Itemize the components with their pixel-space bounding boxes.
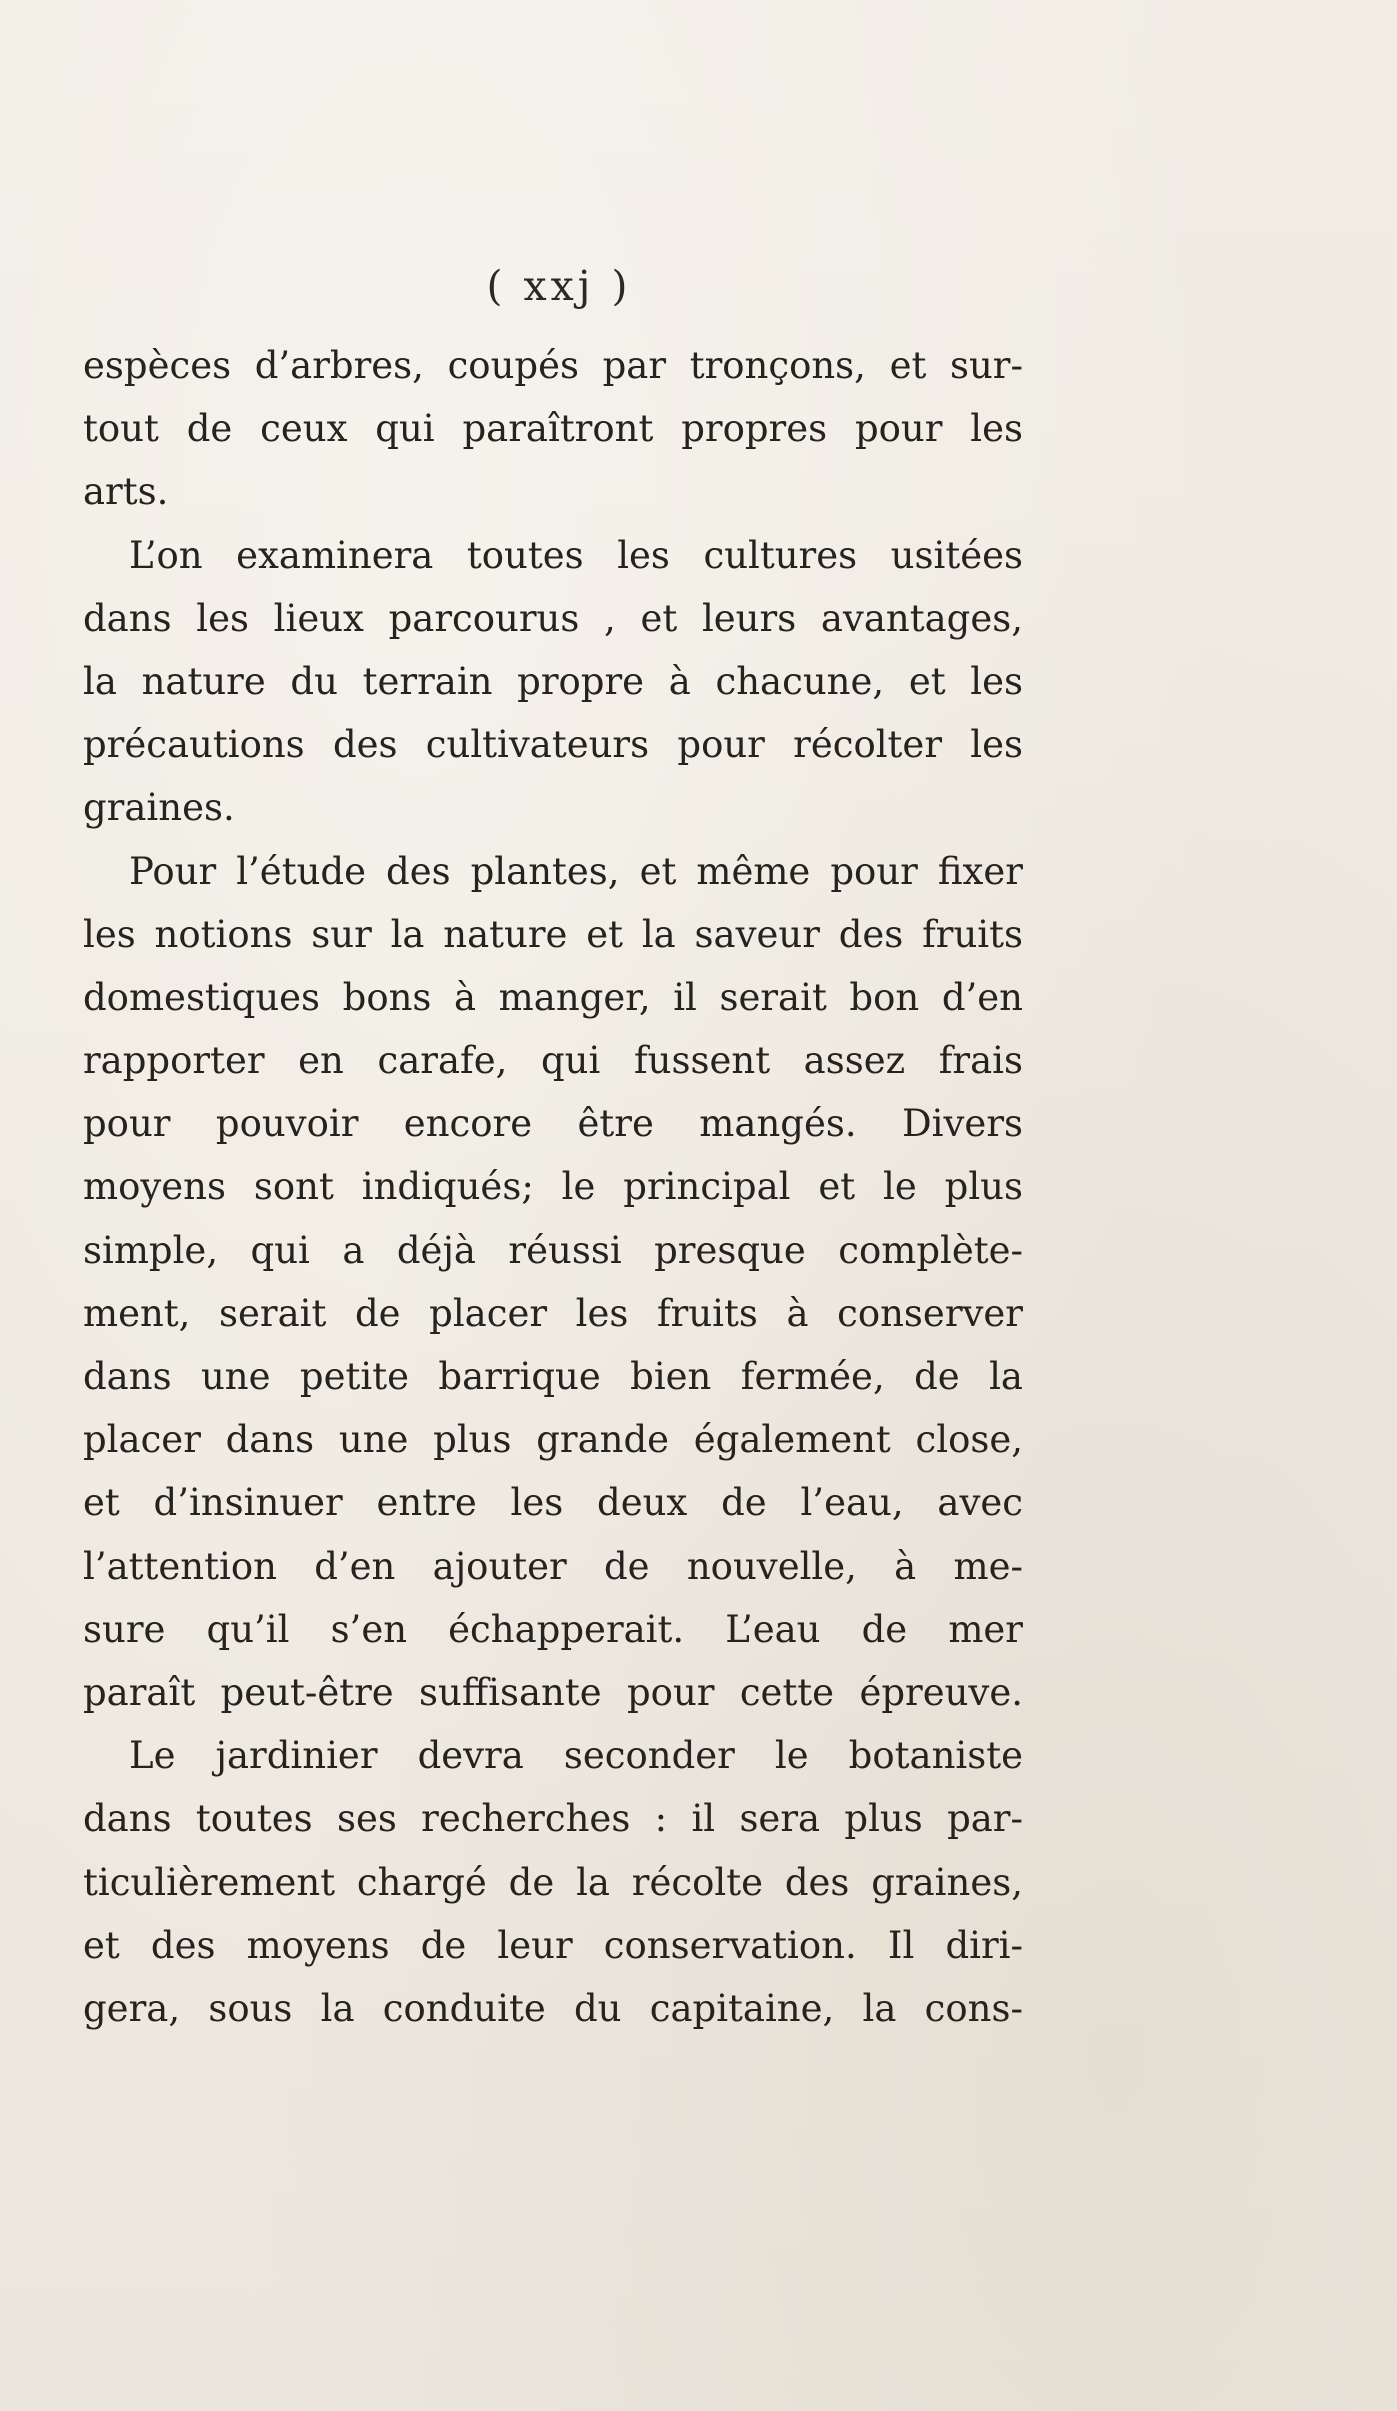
text-line: sure qu’il s’en échapperait. L’eau de mer [83,1607,1023,1651]
text-line: dans toutes ses recherches : il sera plus par- [83,1797,1023,1841]
text-line: tout de ceux qui paraîtront propres pour les [83,407,1023,451]
text-line: et d’insinuer entre les deux de l’eau, avec [83,1481,1023,1525]
text-line: gera, sous la conduite du capitaine, la cons- [83,1986,1023,2030]
text-line: arts. [83,470,169,514]
text-line: paraît peut-être suffisante pour cette épreuve. [83,1670,1023,1714]
paragraph-start-line: Le jardinier devra seconder le botaniste [129,1734,1023,1778]
text-line: l’attention d’en ajouter de nouvelle, à me- [83,1544,1023,1588]
text-line: moyens sont indiqués; le principal et le plus [83,1165,1023,1209]
text-line: espèces d’arbres, coupés par tronçons, et sur- [83,344,1023,387]
text-line: ticulièrement chargé de la récolte des graines, [83,1860,1023,1904]
text-line: les notions sur la nature et la saveur des fruits [83,912,1023,956]
paragraph-start-line: L’on examinera toutes les cultures usitées [129,533,1023,577]
body-text [83,334,1023,2040]
text-line: placer dans une plus grande également close, [83,1418,1023,1462]
text-line: simple, qui a déjà réussi presque complète- [83,1228,1023,1272]
text-line: et des moyens de leur conservation. Il diri- [83,1923,1023,1967]
text-line: ment, serait de placer les fruits à conserver [83,1291,1023,1335]
text-line: précautions des cultivateurs pour récolter les [83,723,1023,767]
page-number: ( xxj ) [486,262,632,310]
text-line: graines. [83,786,235,830]
text-line: pour pouvoir encore être mangés. Divers [83,1102,1023,1146]
paragraph-start-line: Pour l’étude des plantes, et même pour fixer [129,849,1023,893]
text-line: rapporter en carafe, qui fussent assez frais [83,1039,1023,1083]
text-line: dans les lieux parcourus , et leurs avantages, [83,596,1023,640]
text-line: la nature du terrain propre à chacune, et les [83,659,1023,703]
text-line: dans une petite barrique bien fermée, de la [83,1355,1023,1398]
text-line: domestiques bons à manger, il serait bon d’en [83,975,1023,1019]
